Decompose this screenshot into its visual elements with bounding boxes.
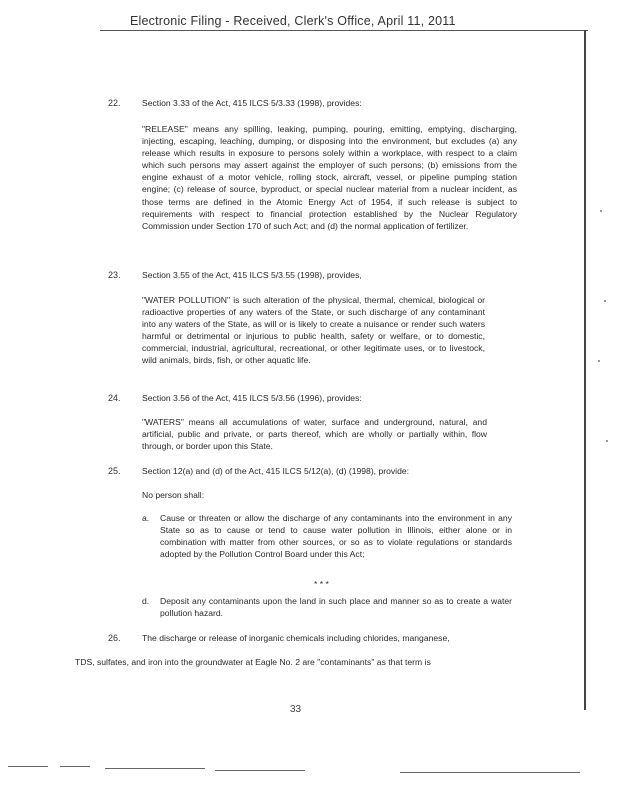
page-number: 33 [290,704,302,715]
paragraph-text: The discharge or release of inorganic chemicals including chlorides, manganese, [142,633,450,643]
scan-mark [604,300,606,302]
quote-block: "RELEASE" means any spilling, leaking, pumping, pouring, emitting, emptying, discharging, injecting, escaping, leaching, dumping, or disposing into the environment, but excludes (a) any release which results in exposure to persons solely within a workplace, with respect to a claim which such persons may assert against the employer of such persons; (b) emissions from the engine exhaust of a motor vehicle, rolling stock, aircraft, vessel, or pipeline pumping station engine; (c) release of source, byproduct, or special nuclear material from a nuclear incident, as those terms are defined in the Atomic Energy Act of 1954, if such release is subject to requirements with respect to financial protection established by the Nuclear Regulatory Commission under Section 170 of such Act; and (d) the normal application of fertilizer. [142,124,517,231]
scan-mark [105,768,205,769]
quote-block: "WATERS" means all accumulations of water, surface and underground, natural, and artificial, public and private, or parts thereof, which are wholly or partially within, flow through, or border upon this State. [142,417,487,452]
scan-mark [400,772,580,773]
scan-mark [606,440,608,442]
filing-header: Electronic Filing - Received, Clerk's Office, April 11, 2011 [130,14,456,28]
paragraph-heading: Section 3.55 of the Act, 415 ILCS 5/3.55 (1998), provides, [142,270,362,280]
scan-mark [600,210,602,212]
quote-block: "WATER POLLUTION" is such alteration of the physical, thermal, chemical, biological or radioactive properties of any waters of the State, or such discharge of any contaminant into any waters of the State, as will or is likely to create a nuisance or render such waters harmful or detrimental or injurious to public health, safety or welfare, or to domestic, commercial, industrial, agricultural, recreational, or other legitimate uses, or to livestock, wild animals, birds, fish, or other aquatic life. [142,295,485,366]
paragraph-number: 22. [108,98,121,108]
right-margin-rule [584,30,586,710]
list-item-text: Cause or threaten or allow the discharge of any contaminants into the environment in any State so as to cause or tend to cause water pollution in Illinois, either alone or in combination with matter from other sources, or so as to violate regulations or standards adopted by the Pollution Control Board under this Act; [160,513,512,560]
list-letter: d. [142,596,150,606]
list-intro: No person shall: [142,490,205,500]
scan-mark [8,766,48,767]
paragraph-heading: Section 12(a) and (d) of the Act, 415 ILCS 5/12(a), (d) (1998), provide: [142,466,410,476]
list-letter: a. [142,513,150,523]
scan-mark [60,766,90,767]
list-item-text: Deposit any contaminants upon the land in such place and manner so as to create a water pollution hazard. [160,596,512,619]
ellipsis: * * * [314,579,329,589]
paragraph-number: 25. [108,466,121,476]
paragraph-heading: Section 3.33 of the Act, 415 ILCS 5/3.33 (1998), provides: [142,98,362,108]
paragraph-text: TDS, sulfates, and iron into the groundwater at Eagle No. 2 are "contaminants" as that term is [75,657,431,667]
paragraph-heading: Section 3.56 of the Act, 415 ILCS 5/3.56 (1996), provides: [142,393,362,403]
paragraph-number: 24. [108,393,121,403]
scan-mark [598,360,600,362]
scan-mark [215,770,305,771]
header-rule [100,30,588,31]
paragraph-number: 23. [108,270,121,280]
paragraph-number: 26. [108,633,121,643]
